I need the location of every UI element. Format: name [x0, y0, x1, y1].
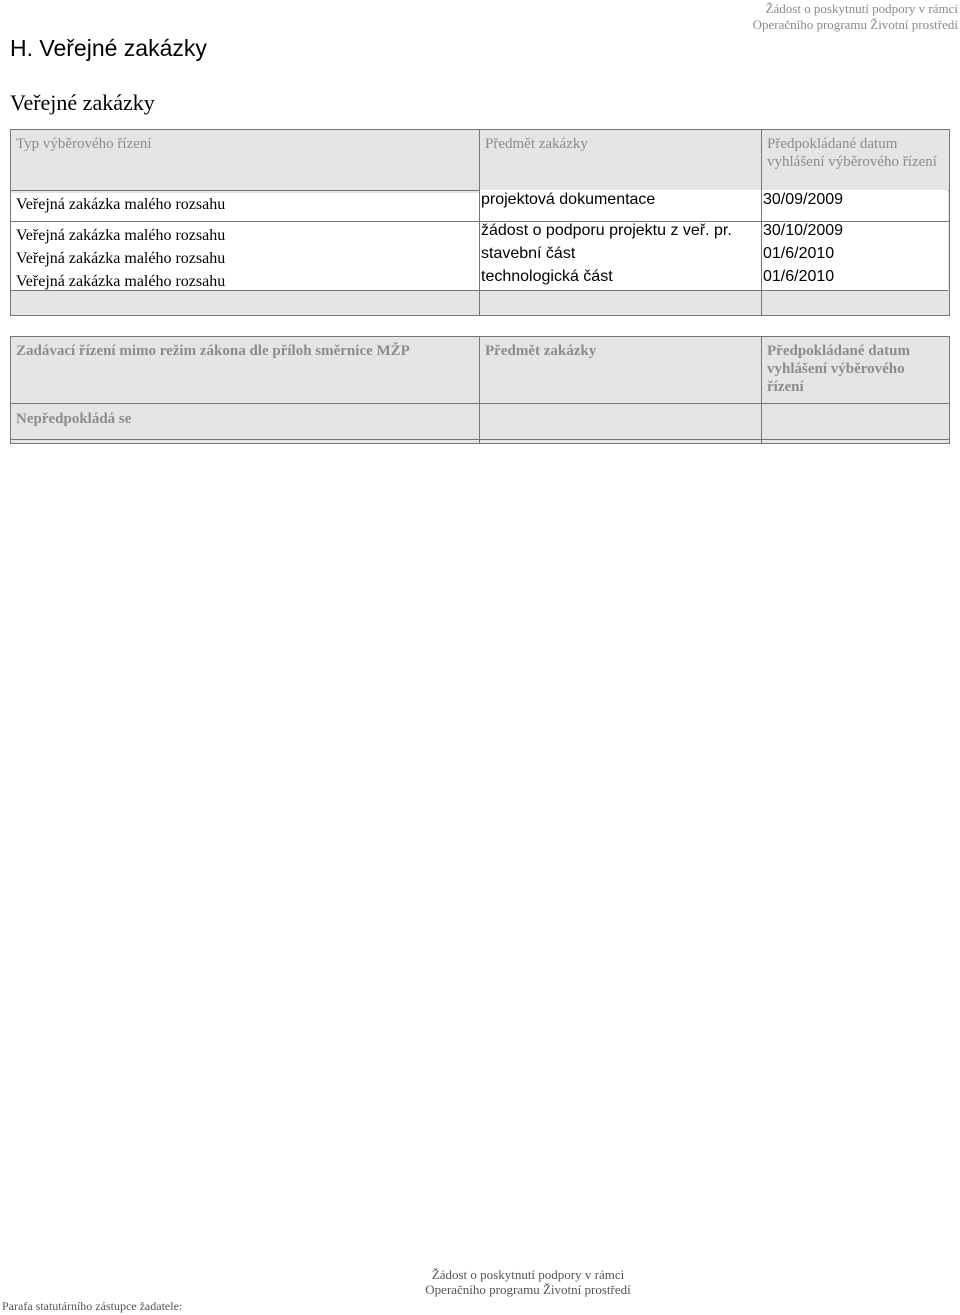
table2-column-header-date: Předpokládané datum vyhlášení výběrového řízení — [767, 343, 910, 395]
page-footer — [390, 1267, 666, 1297]
row2-date: 30/10/2009 — [763, 222, 844, 239]
table2-column-header-procedure: Zadávací řízení mimo režim zákona dle příloh směrnice MŽP — [16, 343, 410, 359]
row2-type: Veřejná zakázka malého rozsahu — [16, 227, 226, 244]
row3-type: Veřejná zakázka malého rozsahu — [16, 250, 226, 267]
row-divider — [10, 439, 950, 440]
row4-date: 01/6/2010 — [763, 268, 835, 285]
row3-subject: stavební část — [481, 245, 576, 262]
row1-subject: projektová dokumentace — [481, 191, 656, 208]
section-title: H. Veřejné zakázky — [10, 35, 207, 61]
column-header-date: Předpokládané datum vyhlášení výběrového řízení — [767, 136, 937, 170]
column-header-subject: Předmět zakázky — [485, 136, 588, 152]
page-header — [753, 1, 958, 33]
page-header-line2: Operačního programu Životní prostředí — [752, 17, 958, 32]
subsection-title: Veřejné zakázky — [10, 90, 155, 115]
column-divider — [479, 403, 480, 444]
page-footer-line2: Operačního programu Životní prostředí — [425, 1282, 631, 1297]
page-footer-line1: Žádost o poskytnutí podpory v rámci — [431, 1267, 625, 1282]
row4-type: Veřejná zakázka malého rozsahu — [16, 273, 226, 290]
row3-date: 01/6/2010 — [763, 245, 835, 262]
signature-label: Parafa statutárního zástupce žadatele: — [2, 1299, 183, 1313]
table2-row-label: Nepředpokládá se — [16, 411, 132, 427]
row1-date: 30/09/2009 — [763, 191, 844, 208]
row4-subject: technologická část — [481, 268, 613, 285]
table2-column-header-subject: Předmět zakázky — [485, 343, 597, 359]
page-header-line1: Žádost o poskytnutí podpory v rámci — [765, 1, 958, 16]
row2-subject: žádost o podporu projektu z veř. pr. — [481, 222, 732, 239]
row1-type: Veřejná zakázka malého rozsahu — [16, 196, 226, 213]
column-divider — [761, 403, 762, 444]
column-header-type: Typ výběrového řízení — [16, 136, 152, 152]
